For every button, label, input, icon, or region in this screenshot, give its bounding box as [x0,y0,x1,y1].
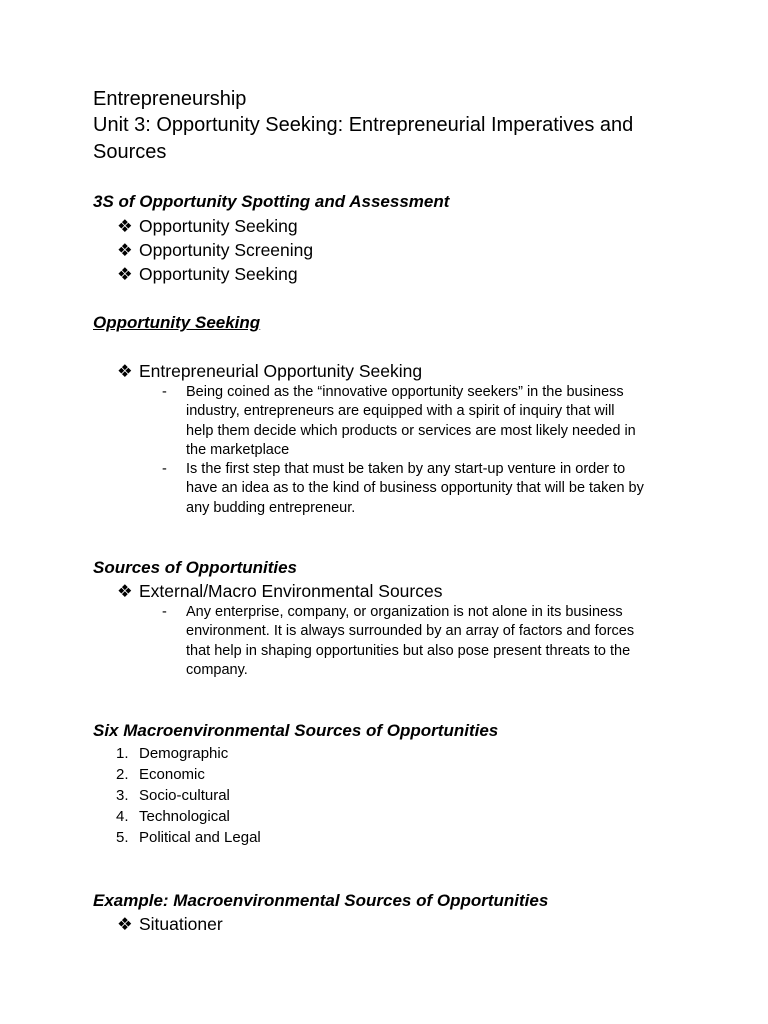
numbered-item [116,785,230,806]
item-number: 4. [116,808,129,825]
dash-bullet-icon: - [162,384,167,400]
list-item [117,263,298,286]
paragraph-line: help them decide which products or services are most likely needed in [186,423,636,439]
list-item-label: External/Macro Environmental Sources [139,581,443,601]
list-item-label: Opportunity Seeking [139,264,298,284]
diamond-bullet-icon: ❖ [117,361,133,381]
dash-bullet-icon: - [162,604,167,620]
numbered-item [116,743,228,764]
item-number: 3. [116,787,129,804]
list-item-label: Situationer [139,914,223,934]
diamond-bullet-icon: ❖ [117,581,133,601]
paragraph-line: Any enterprise, company, or organization is not alone in its business [186,604,623,620]
diamond-bullet-icon: ❖ [117,240,133,260]
list-item-label: Entrepreneurial Opportunity Seeking [139,361,423,381]
heading-sources-of-opportunities: Sources of Opportunities [93,558,298,577]
item-label: Technological [139,808,230,825]
diamond-bullet-icon: ❖ [117,264,133,284]
heading-example: Example: Macroenvironmental Sources of Opportunities [93,891,549,910]
item-number: 2. [116,766,129,783]
document-subtitle-line-2: Sources [93,141,167,163]
numbered-item [116,806,230,827]
list-item [117,580,442,603]
heading-3s: 3S of Opportunity Spotting and Assessment [93,192,450,211]
list-item [117,360,422,383]
list-item [117,239,313,262]
numbered-item [116,827,261,848]
paragraph-line: Is the first step that must be taken by any start-up venture in order to [186,461,626,477]
list-item [117,913,223,936]
item-number: 1. [116,745,129,762]
paragraph-line: environment. It is always surrounded by an array of factors and forces [186,623,635,639]
paragraph-line: have an idea as to the kind of business opportunity that will be taken by [186,480,644,496]
list-item-label: Opportunity Seeking [139,216,298,236]
diamond-bullet-icon: ❖ [117,216,133,236]
document-subtitle-line-1: Unit 3: Opportunity Seeking: Entrepreneurial Imperatives and [93,114,634,136]
list-item-label: Opportunity Screening [139,240,314,260]
heading-opportunity-seeking: Opportunity Seeking [93,313,261,332]
item-number: 5. [116,829,129,846]
numbered-item [116,764,205,785]
paragraph-line: any budding entrepreneur. [186,500,356,516]
heading-six-sources: Six Macroenvironmental Sources of Opportunities [93,721,499,740]
list-item [117,215,298,238]
paragraph-line: Being coined as the “innovative opportunity seekers” in the business [186,384,624,400]
paragraph-line: company. [186,662,248,678]
item-label: Economic [139,766,205,783]
item-label: Demographic [139,745,229,762]
paragraph-line: the marketplace [186,442,290,458]
document-title: Entrepreneurship [93,88,247,110]
paragraph-line: that help in shaping opportunities but also pose present threats to the [186,643,631,659]
diamond-bullet-icon: ❖ [117,914,133,934]
paragraph-line: industry, entrepreneurs are equipped with a spirit of inquiry that will [186,403,615,419]
item-label: Political and Legal [139,829,261,846]
dash-bullet-icon: - [162,461,167,477]
item-label: Socio-cultural [139,787,230,804]
